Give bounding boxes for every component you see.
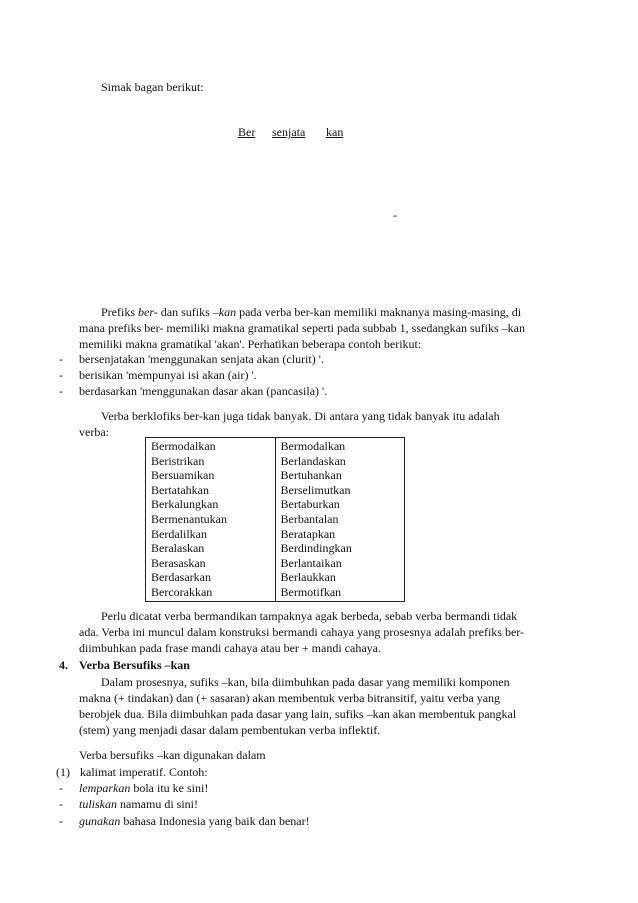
table-cell: Berbantalan — [280, 511, 339, 526]
list-item-dash: - — [59, 384, 63, 398]
verb-table-col1 — [146, 438, 276, 602]
paragraph-prefix-suffix — [79, 304, 560, 352]
list-text: kalimat imperatif. Contoh: — [80, 765, 208, 779]
list-item-dash: - — [59, 368, 63, 382]
para4-line3: berobjek dua. Bila diimbuhkan pada dasar yang lain, sufiks –kan akan membentuk pangkal — [79, 707, 517, 721]
paragraph-sufiks-kan — [79, 674, 560, 738]
section-number: 4. — [59, 658, 68, 672]
list-item: gunakan bahasa Indonesia yang baik dan benar! — [79, 814, 310, 828]
diagram-mark: - — [393, 208, 397, 222]
para3-line3: diimbuhkan pada frase mandi cahaya atau ber + mandi cahaya. — [79, 641, 381, 655]
paragraph-usage: Verba bersufiks –kan digunakan dalam — [79, 748, 266, 762]
table-cell: Bercorakkan — [151, 584, 213, 599]
section-title: Verba Bersufiks –kan — [79, 658, 190, 672]
para2-line1: Verba berklofiks ber-kan juga tidak banyak. Di antara yang tidak banyak itu adalah — [101, 409, 500, 423]
table-cell: Berdindingkan — [280, 541, 352, 556]
table-cell: Berlantaikan — [280, 555, 342, 570]
para4-line4: (stem) yang menjadi dasar dalam pembentukan verba inflektif. — [79, 723, 381, 737]
list-item: tuliskan namamu di sini! — [79, 797, 198, 811]
para4-line2: makna (+ tindakan) dan (+ sasaran) akan membentuk verba bitransitif, yaitu verba yang — [79, 691, 501, 705]
list-item-dash: - — [59, 352, 63, 366]
table-cell: Berlandaskan — [280, 453, 346, 468]
table-cell: Berasaskan — [151, 555, 206, 570]
list-item: berdasarkan 'menggunakan dasar akan (pancasila) '. — [79, 384, 328, 398]
verb-table-col2 — [275, 438, 405, 602]
table-cell: Beristrikan — [151, 453, 205, 468]
list-number: (1) — [56, 765, 70, 779]
para3-line2: ada. Verba ini muncul dalam konstruksi bermandi cahaya yang prosesnya adalah prefiks ber- — [79, 625, 525, 639]
table-cell: Bermenantukan — [151, 511, 227, 526]
verb-table — [145, 437, 405, 602]
list-item-dash: - — [59, 814, 63, 828]
para2-line2: verba: — [79, 425, 109, 439]
para1-line3: memiliki makna gramatikal 'akan'. Perhatikan beberapa contoh berikut: — [79, 337, 422, 351]
table-cell: Bertuhankan — [280, 468, 342, 483]
table-cell: Berlaukkan — [280, 570, 336, 585]
table-cell: Berdasarkan — [151, 570, 211, 585]
table-cell: Beralaskan — [151, 541, 205, 556]
list-item: berisikan 'mempunyai isi akan (air) '. — [79, 368, 257, 382]
diagram-word-ber: Ber — [238, 125, 256, 139]
table-cell: Bermodalkan — [151, 439, 216, 453]
para1-line2: mana prefiks ber- memiliki makna gramatikal seperti pada subbab 1, ssedangkan sufiks –kan — [79, 321, 525, 335]
table-cell: Bersuamikan — [151, 468, 215, 483]
para3-line1: Perlu dicatat verba bermandikan tampaknya agak berbeda, sebab verba bermandi tidak — [101, 609, 518, 623]
list-item: bersenjatakan 'menggunakan senjata akan (clurit) '. — [79, 352, 324, 366]
table-cell: Bertatahkan — [151, 482, 209, 497]
table-cell: Berkalungkan — [151, 497, 219, 512]
paragraph-bermandikan — [79, 608, 560, 656]
table-cell: Bermotifkan — [280, 584, 342, 599]
intro-text: Simak bagan berikut: — [101, 80, 204, 94]
table-cell: Bertaburkan — [280, 497, 340, 512]
paragraph-verba-berklofiks — [79, 408, 560, 440]
para1-line1: Prefiks ber- dan sufiks –kan pada verba ber-kan memiliki maknanya masing-masing, di — [101, 305, 522, 319]
list-item-dash: - — [59, 781, 63, 795]
para4-line1: Dalam prosesnya, sufiks –kan, bila diimbuhkan pada dasar yang memiliki komponen — [101, 675, 510, 689]
table-cell: Berdalilkan — [151, 526, 207, 541]
diagram-word-senjata: senjata — [272, 125, 306, 139]
diagram-word-kan: kan — [326, 125, 344, 139]
table-cell: Berselimutkan — [280, 482, 351, 497]
table-cell: Beratapkan — [280, 526, 336, 541]
list-item: lemparkan bola itu ke sini! — [79, 781, 209, 795]
list-item-dash: - — [59, 797, 63, 811]
table-cell: Bermodalkan — [280, 439, 346, 453]
